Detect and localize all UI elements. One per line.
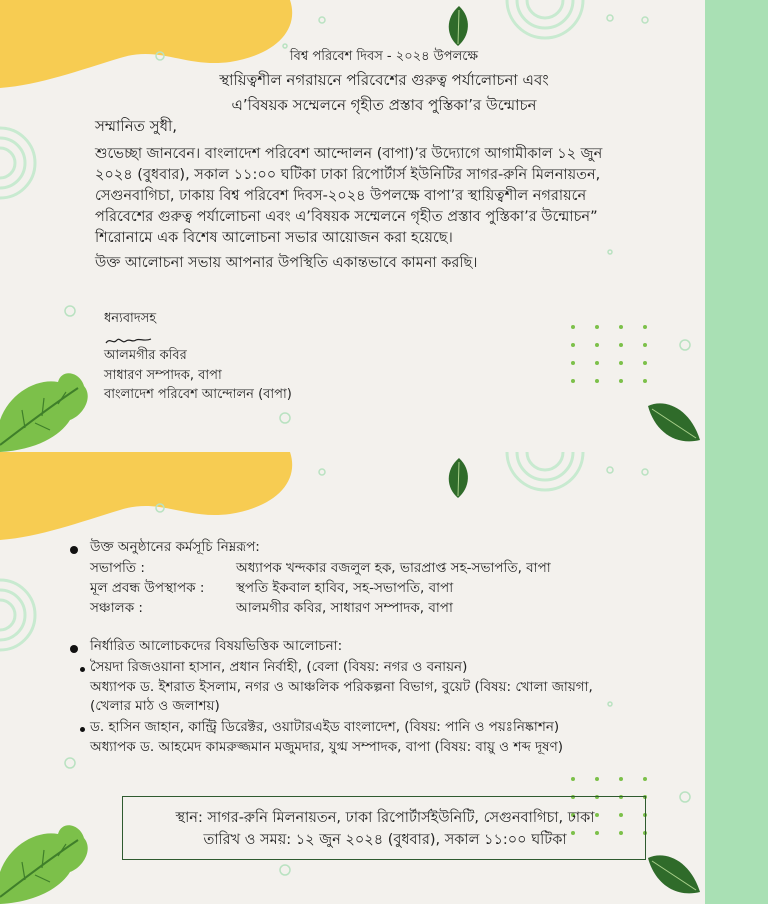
side-green-band: [704, 0, 768, 904]
signatory-role: সাধারণ সম্পাদক, বাপা: [104, 368, 222, 383]
side-arcs-icon: [0, 128, 35, 198]
paragraph-line: ২০২৪ (বুধবার), সকাল ১১:০০ ঘটিকা ঢাকা রিপোর্টার্স ইউনিটির সাগর-রুনি মিলনায়তন,: [95, 167, 601, 183]
invitation-letter-page: [0, 0, 705, 452]
program-heading: উক্ত অনুষ্ঠানের কর্মসূচি নিম্নরূপ:: [90, 539, 260, 555]
program-role: মূল প্রবন্ধ উপস্থাপক :: [90, 580, 205, 596]
program-details-page: [0, 452, 705, 904]
venue-box: [122, 796, 646, 860]
discussants-heading: নির্ধারিত আলোচকদের বিষয়ভিত্তিক আলোচনা:: [90, 638, 343, 654]
leaf-bottom-left-icon: [0, 373, 88, 452]
leaf-top-icon: [449, 6, 468, 46]
program-person: স্থপতি ইকবাল হাবিব, সহ-সভাপতি, বাপা: [236, 580, 454, 596]
handwritten-signature: [104, 335, 154, 347]
dot-grid-pattern: [571, 325, 647, 383]
leaf-right-icon: [648, 855, 700, 893]
event-title-line2: এ’বিষয়ক সম্মেলনে গৃহীত প্রস্তাব পুস্তিকা’র উন্মোচন: [231, 96, 537, 114]
program-person: অধ্যাপক খন্দকার বজলুল হক, ভারপ্রাপ্ত সহ-সভাপতি, বাপা: [236, 560, 551, 576]
discussant-line: (খেলার মাঠ ও জলাশয়): [90, 698, 220, 714]
program-role: সভাপতি :: [90, 560, 145, 576]
bullet-icon: [70, 546, 78, 554]
closing: ধন্যবাদসহ: [104, 311, 157, 326]
yellow-blob-shape: [0, 452, 292, 540]
concentric-arcs-icon: [507, 0, 583, 38]
paragraph-line: শিরোনামে এক বিশেষ আলোচনা সভার আয়োজন করা হয়েছে।: [95, 230, 453, 246]
signatory-name: আলমগীর কবির: [104, 348, 187, 363]
discussant-line: সৈয়দা রিজওয়ানা হাসান, প্রধান নির্বাহী, (বেলা (বিষয়: নগর ও বনায়ন): [90, 659, 468, 675]
leaf-right-icon: [648, 403, 700, 441]
bullet-icon: [70, 645, 78, 653]
greeting: সম্মানিত সুধী,: [95, 117, 178, 135]
leaf-top-icon: [449, 458, 468, 498]
invitation-paragraph: [95, 144, 602, 249]
sub-bullet-icon: [80, 727, 85, 732]
leaf-bottom-left-icon: [0, 825, 88, 904]
event-subtitle: বিশ্ব পরিবেশ দিবস - ২০২৪ উপলক্ষে: [289, 49, 479, 64]
discussant-line: অধ্যাপক ড. ইশরাত ইসলাম, নগর ও আঞ্চলিক পরিকল্পনা বিভাগ, বুয়েট (বিষয়: খোলা জায়গা,: [90, 679, 593, 695]
side-arcs-icon: [0, 580, 35, 650]
program-person: আলমগীর কবির, সাধারণ সম্পাদক, বাপা: [236, 600, 453, 616]
signatory-organization: বাংলাদেশ পরিবেশ আন্দোলন (বাপা): [104, 387, 292, 402]
program-role: সঞ্চালক :: [90, 600, 143, 616]
discussant-line: অধ্যাপক ড. আহমেদ কামরুজ্জমান মজুমদার, যুগ্ম সম্পাদক, বাপা (বিষয়: বায়ু ও শব্দ দূষণ): [90, 739, 564, 755]
sub-bullet-icon: [80, 667, 85, 672]
event-title-line1: স্থায়িত্বশীল নগরায়নে পরিবেশের গুরুত্ব পর্যালোচনা এবং: [219, 71, 549, 89]
paragraph-line: শুভেচ্ছা জানবেন। বাংলাদেশ পরিবেশ আন্দোলন (বাপা)’র উদ্যোগে আগামীকাল ১২ জুন: [95, 146, 603, 162]
venue-location: স্থান: সাগর-রুনি মিলনায়তন, ঢাকা রিপোর্টার্সইউনিটি, সেগুনবাগিচা, ঢাকা: [175, 810, 595, 826]
paragraph-line: সেগুনবাগিচা, ঢাকায় বিশ্ব পরিবেশ দিবস-২০২৪ উপলক্ষে বাপা’র স্থায়িত্বশীল নগরায়নে: [95, 188, 587, 204]
concentric-arcs-icon: [507, 452, 583, 490]
invitation-request: উক্ত আলোচনা সভায় আপনার উপস্থিতি একান্তভাবে কামনা করছি।: [95, 255, 478, 271]
discussant-line: ড. হাসিন জাহান, কান্ট্রি ডিরেক্টর, ওয়াটারএইড বাংলাদেশ, (বিষয়: পানি ও পয়ঃনিষ্কাশন): [90, 719, 560, 735]
venue-date-time: তারিখ ও সময়: ১২ জুন ২০২৪ (বুধবার), সকাল ১১:০০ ঘটিকা: [203, 832, 567, 848]
paragraph-line: পরিবেশের গুরুত্ব পর্যালোচনা এবং এ’বিষয়ক সম্মেলনে গৃহীত প্রস্তাব পুস্তিকা’র উন্মোচন”: [95, 209, 598, 225]
